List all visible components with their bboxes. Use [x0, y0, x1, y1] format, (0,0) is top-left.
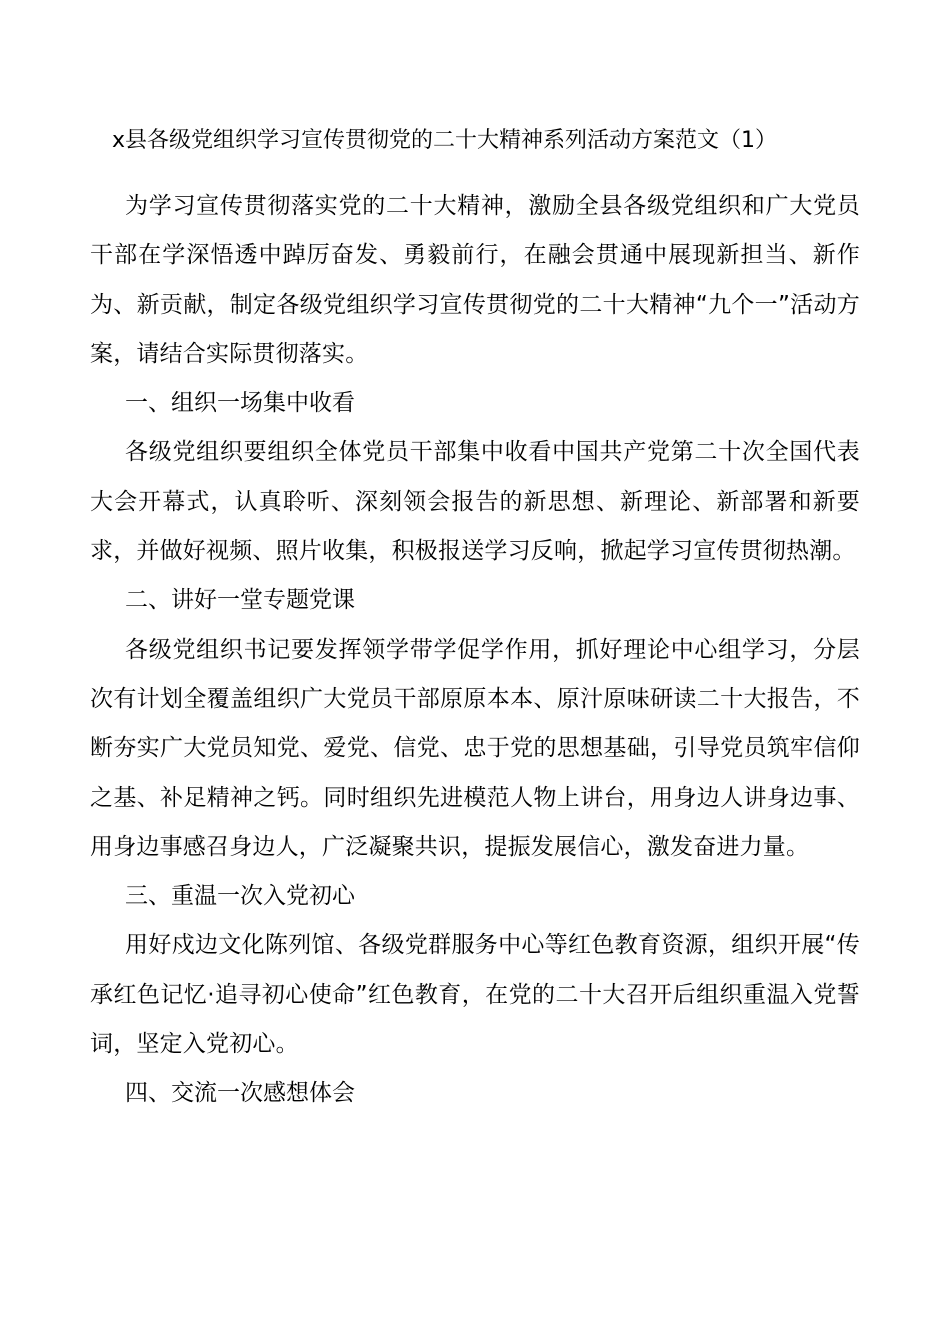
intro-paragraph: 为学习宣传贯彻落实党的二十大精神，激励全县各级党组织和广大党员干部在学深悟透中踔厉奋发、勇毅前行，在融会贯通中展现新担当、新作为、新贡献，制定各级党组织学习宣传贯彻党的二十大精神“九个一”活动方案，请结合实际贯彻落实。: [90, 193, 860, 367]
document-title: x县各级党组织学习宣传贯彻党的二十大精神系列活动方案范文（1）: [112, 128, 778, 153]
section-1-heading: 一、组织一场集中收看: [125, 390, 355, 417]
document-page: [90, 118, 860, 1119]
section-4-heading: 四、交流一次感想体会: [125, 1080, 355, 1107]
section-2-body: 各级党组织书记要发挥领学带学促学作用，抓好理论中心组学习，分层次有计划全覆盖组织广大党员干部原原本本、原汁原味研读二十大报告，不断夯实广大党员知党、爱党、信党、忠于党的思想基础，引导党员筑牢信仰之基、补足精神之钙。同时组织先进模范人物上讲台，用身边人讲身边事、用身边事感召身边人，广泛凝聚共识，提振发展信心，激发奋进力量。: [90, 636, 860, 860]
section-3-heading: 三、重温一次入党初心: [125, 883, 355, 910]
section-1-body: 各级党组织要组织全体党员干部集中收看中国共产党第二十次全国代表大会开幕式，认真聆听、深刻领会报告的新思想、新理论、新部署和新要求，并做好视频、照片收集，积极报送学习反响，掀起学习宣传贯彻热潮。: [90, 439, 860, 565]
section-3-body: 用好戍边文化陈列馆、各级党群服务中心等红色教育资源，组织开展“传承红色记忆·追寻初心使命”红色教育，在党的二十大召开后组织重温入党誓词，坚定入党初心。: [90, 932, 860, 1058]
section-2-heading: 二、讲好一堂专题党课: [125, 587, 355, 614]
